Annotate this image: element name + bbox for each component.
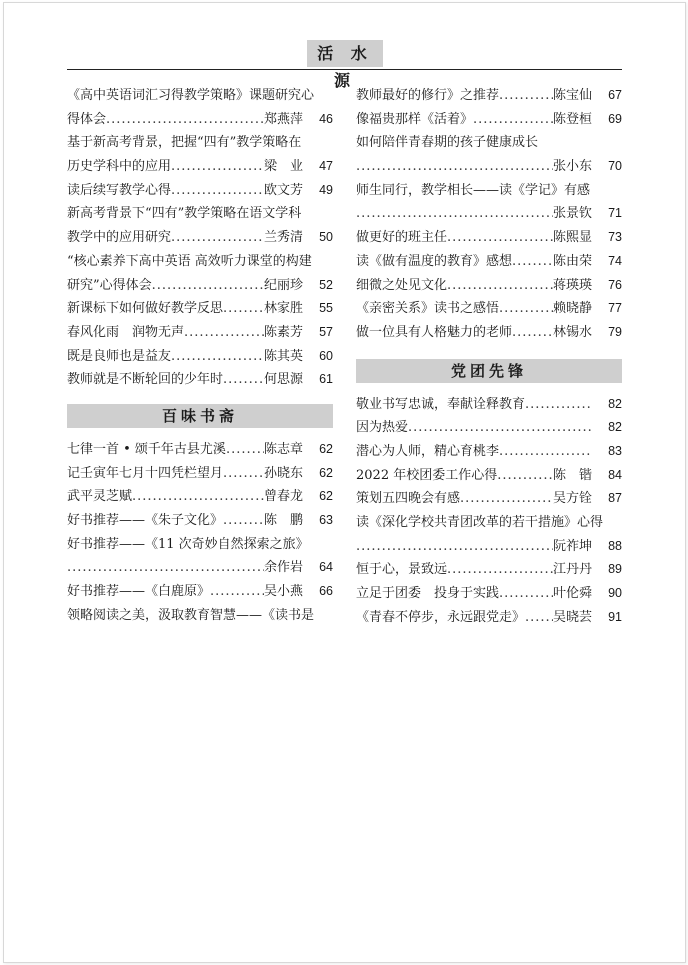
dot-leader — [171, 155, 264, 179]
dot-leader — [171, 226, 264, 250]
toc-entry-author: 何思源 — [263, 372, 303, 388]
dot-leader — [512, 250, 553, 274]
toc-entry-page: 66 — [319, 584, 333, 599]
dot-leader — [171, 179, 264, 203]
toc-entry-author: 吴方铨 — [552, 491, 592, 507]
toc-entry — [67, 226, 333, 250]
toc-entry-page: 82 — [608, 396, 622, 411]
toc-entry-page: 69 — [608, 111, 622, 126]
toc-entry-line — [67, 533, 333, 557]
toc-entry-title: 《青春不停步，永远跟党走》 — [356, 609, 526, 625]
toc-entry-line — [67, 131, 333, 155]
dot-leader — [499, 582, 553, 606]
toc-entry-page: 79 — [608, 324, 622, 339]
dot-leader — [152, 274, 264, 298]
dot-leader — [67, 556, 264, 580]
dot-leader — [184, 321, 264, 345]
toc-entry-page: 82 — [608, 420, 622, 435]
toc-entry — [356, 464, 622, 488]
toc-entry — [356, 202, 622, 226]
toc-entry-page: 62 — [319, 465, 333, 480]
toc-entry-page: 91 — [608, 609, 622, 624]
dot-leader — [525, 606, 553, 630]
section-title-dangtuan: 党团先锋 — [356, 359, 622, 383]
toc-entry-title: 读后续写教学心得 — [67, 182, 172, 198]
toc-entry-page: 62 — [319, 489, 333, 504]
toc-right-section2-entries — [356, 393, 622, 630]
toc-entry — [356, 582, 622, 606]
toc-entry-author: 曾春龙 — [263, 489, 303, 505]
toc-entry — [356, 250, 622, 274]
toc-entry-title: 做一位具有人格魅力的老师 — [356, 324, 513, 340]
toc-entry-title: 得体会 — [67, 111, 107, 127]
toc-entry-author: 江丹丹 — [552, 562, 592, 578]
toc-entry-page: 87 — [608, 491, 622, 506]
dot-leader — [447, 274, 553, 298]
toc-entry — [356, 606, 622, 630]
dot-leader — [226, 438, 264, 462]
toc-entry-title: 读《深化学校共青团改革的若干措施》心得 — [356, 515, 604, 530]
dot-leader — [497, 464, 553, 488]
toc-entry — [67, 509, 333, 533]
title-rule — [67, 69, 622, 70]
dot-leader — [223, 297, 264, 321]
toc-entry-page: 61 — [319, 372, 333, 387]
dot-leader — [356, 202, 553, 226]
toc-right-entries — [356, 84, 622, 345]
toc-entry — [67, 108, 333, 132]
toc-entry-page: 62 — [319, 441, 333, 456]
toc-entry-title: 教师就是不断轮回的少年时 — [67, 372, 224, 388]
toc-entry-title: 师生同行，教学相长——读《学记》有感 — [356, 182, 591, 198]
toc-entry — [67, 485, 333, 509]
toc-entry — [356, 297, 622, 321]
toc-entry-title: 细微之处见文化 — [356, 277, 448, 293]
toc-entry-page: 47 — [319, 159, 333, 174]
toc-entry-author: 陈熙显 — [552, 230, 592, 246]
toc-entry-title: 新高考背景下“四有”教学策略在语文学科 — [67, 206, 302, 222]
toc-left-column — [67, 84, 333, 627]
dot-leader — [460, 487, 553, 511]
toc-entry-title: 立足于团委 投身于实践 — [356, 586, 500, 602]
toc-entry — [356, 108, 622, 132]
toc-entry-page: 57 — [319, 324, 333, 339]
toc-entry-title: 新课标下如何做好教学反思 — [67, 301, 224, 317]
toc-entry-author: 纪丽珍 — [263, 277, 303, 293]
toc-entry-title: 好书推荐——《11 次奇妙自然探索之旅》 — [67, 536, 309, 552]
toc-entry — [67, 155, 333, 179]
toc-entry — [67, 368, 333, 392]
dot-leader — [525, 393, 592, 417]
toc-entry-line — [67, 84, 333, 108]
toc-left-entries — [67, 84, 333, 392]
dot-leader — [447, 558, 553, 582]
toc-entry-title: 教师最好的修行》之推荐 — [356, 88, 500, 103]
toc-entry — [356, 393, 622, 417]
toc-entry-title: 潜心为人师，精心育桃李 — [356, 443, 500, 459]
toc-entry-title: 做更好的班主任 — [356, 230, 448, 246]
dot-leader — [223, 462, 264, 486]
toc-entry-page: 83 — [608, 443, 622, 458]
toc-entry-title: 像福贵那样《活着》 — [356, 111, 474, 127]
toc-entry-page: 74 — [608, 253, 622, 268]
toc-entry — [67, 345, 333, 369]
toc-entry — [67, 274, 333, 298]
toc-entry-page: 46 — [319, 111, 333, 126]
toc-entry-page: 88 — [608, 538, 622, 553]
toc-entry-author: 孙晓东 — [263, 465, 303, 481]
toc-entry-line — [67, 202, 333, 226]
toc-entry-author: 陈其英 — [263, 348, 303, 364]
dot-leader — [171, 345, 264, 369]
toc-entry-title: 七律一首 • 颂千年古县尤溪 — [67, 441, 226, 457]
toc-entry-author: 张景钦 — [552, 206, 592, 222]
toc-entry-title: 恒于心，景致远 — [356, 562, 448, 578]
toc-entry-title: 因为热爱 — [356, 420, 409, 436]
toc-entry — [356, 321, 622, 345]
toc-entry-author: 赖晓静 — [552, 301, 592, 317]
toc-entry-page: 90 — [608, 586, 622, 601]
toc-entry-title: 《高中英语词汇习得教学策略》课题研究心 — [67, 88, 315, 103]
toc-entry-title: 领略阅读之美，汲取教育智慧——《读书是 — [67, 607, 315, 623]
toc-entry-title: 教学中的应用研究 — [67, 230, 172, 246]
toc-entry-author: 张小东 — [552, 159, 592, 175]
toc-entry-author: 叶伦舜 — [552, 586, 592, 602]
toc-entry-author: 陈 鹏 — [263, 513, 303, 528]
toc-entry — [356, 440, 622, 464]
dot-leader — [132, 485, 264, 509]
toc-entry-author: 陈素芳 — [263, 324, 303, 340]
toc-entry-author: 梁 业 — [263, 159, 303, 175]
toc-entry — [67, 580, 333, 604]
toc-entry-author: 余作岩 — [263, 560, 303, 576]
toc-entry-page: 64 — [319, 560, 333, 575]
toc-entry-author: 林家胜 — [263, 301, 303, 317]
toc-entry-title: 既是良师也是益友 — [67, 348, 172, 364]
toc-entry — [67, 179, 333, 203]
toc-entry — [356, 535, 622, 559]
toc-entry-author: 欧文芳 — [263, 182, 303, 198]
dot-leader — [356, 155, 553, 179]
toc-entry-page: 60 — [319, 348, 333, 363]
toc-entry — [67, 556, 333, 580]
toc-entry-author: 林锡水 — [552, 324, 592, 340]
dot-leader — [223, 509, 264, 533]
toc-entry-author: 吴晓芸 — [552, 609, 592, 625]
dot-leader — [499, 84, 553, 108]
dot-leader — [447, 226, 553, 250]
toc-entry — [356, 416, 622, 440]
dot-leader — [408, 416, 592, 440]
toc-entry — [356, 84, 622, 108]
dot-leader — [512, 321, 553, 345]
toc-entry-line — [67, 250, 333, 274]
toc-entry-title: 研究”心得体会 — [67, 277, 152, 293]
toc-entry — [67, 321, 333, 345]
toc-entry-title: 基于新高考背景，把握“四有”教学策略在 — [67, 135, 302, 151]
toc-left-section2-entries — [67, 438, 333, 628]
toc-entry-author: 阮祚坤 — [552, 538, 592, 554]
dot-leader — [356, 535, 553, 559]
toc-entry-author: 陈宝仙 — [552, 88, 592, 103]
toc-entry-title: 记壬寅年七月十四凭栏望月 — [67, 465, 224, 481]
dot-leader — [210, 580, 264, 604]
dot-leader — [499, 440, 592, 464]
toc-entry-page: 50 — [319, 230, 333, 245]
toc-entry-page: 63 — [319, 513, 333, 527]
dot-leader — [223, 368, 264, 392]
toc-entry-line — [356, 131, 622, 155]
toc-entry-line — [67, 604, 333, 628]
section-title-huoshuiyuan: 活 水 源 — [307, 40, 383, 67]
toc-entry-page: 77 — [608, 301, 622, 316]
dot-leader — [106, 108, 264, 132]
section-title-baiwei: 百味书斋 — [67, 404, 333, 428]
toc-right-column — [356, 84, 622, 629]
toc-entry-title: 历史学科中的应用 — [67, 159, 172, 175]
toc-entry — [356, 487, 622, 511]
toc-entry-page: 55 — [319, 301, 333, 316]
toc-entry-author: 蒋瑛瑛 — [552, 277, 592, 293]
toc-entry-page: 84 — [608, 467, 622, 482]
toc-entry-author: 陈登桓 — [552, 111, 592, 127]
toc-entry — [356, 558, 622, 582]
toc-entry-author: 陈由荣 — [552, 253, 592, 269]
toc-entry-title: “核心素养下高中英语 高效听力课堂的构建 — [67, 253, 312, 269]
toc-entry-page: 49 — [319, 182, 333, 197]
toc-entry-title: 好书推荐——《白鹿原》 — [67, 584, 211, 600]
toc-entry-page: 76 — [608, 277, 622, 292]
toc-entry-title: 2022 年校团委工作心得 — [356, 467, 498, 483]
dot-leader — [473, 108, 553, 132]
dot-leader — [499, 297, 553, 321]
toc-entry-author: 郑燕萍 — [263, 111, 303, 127]
toc-entry-page: 73 — [608, 230, 622, 245]
toc-entry-page: 67 — [608, 88, 622, 102]
toc-entry-title: 好书推荐——《朱子文化》 — [67, 513, 224, 528]
toc-entry — [67, 438, 333, 462]
toc-entry — [67, 462, 333, 486]
toc-entry-title: 读《做有温度的教育》感想 — [356, 253, 513, 269]
toc-entry-author: 陈 锴 — [552, 467, 592, 483]
toc-entry-author: 兰秀清 — [263, 230, 303, 246]
toc-entry-line — [356, 179, 622, 203]
toc-entry-title: 《亲密关系》读书之感悟 — [356, 301, 500, 317]
toc-entry-title: 策划五四晚会有感 — [356, 491, 461, 507]
toc-entry — [67, 297, 333, 321]
toc-entry — [356, 155, 622, 179]
toc-entry-title: 如何陪伴青春期的孩子健康成长 — [356, 135, 539, 151]
toc-entry-page: 71 — [608, 206, 622, 221]
toc-entry-author: 陈志章 — [263, 441, 303, 457]
toc-entry-title: 春风化雨 润物无声 — [67, 324, 185, 340]
toc-entry-page: 89 — [608, 562, 622, 577]
toc-entry — [356, 274, 622, 298]
toc-entry-page: 70 — [608, 159, 622, 174]
toc-entry-title: 敬业书写忠诚，奉献诠释教育 — [356, 396, 526, 412]
toc-entry-page: 52 — [319, 277, 333, 292]
toc-entry — [356, 226, 622, 250]
toc-entry-title: 武平灵芝赋 — [67, 489, 133, 505]
toc-entry-author: 吴小燕 — [263, 584, 303, 600]
toc-entry-line — [356, 511, 622, 535]
